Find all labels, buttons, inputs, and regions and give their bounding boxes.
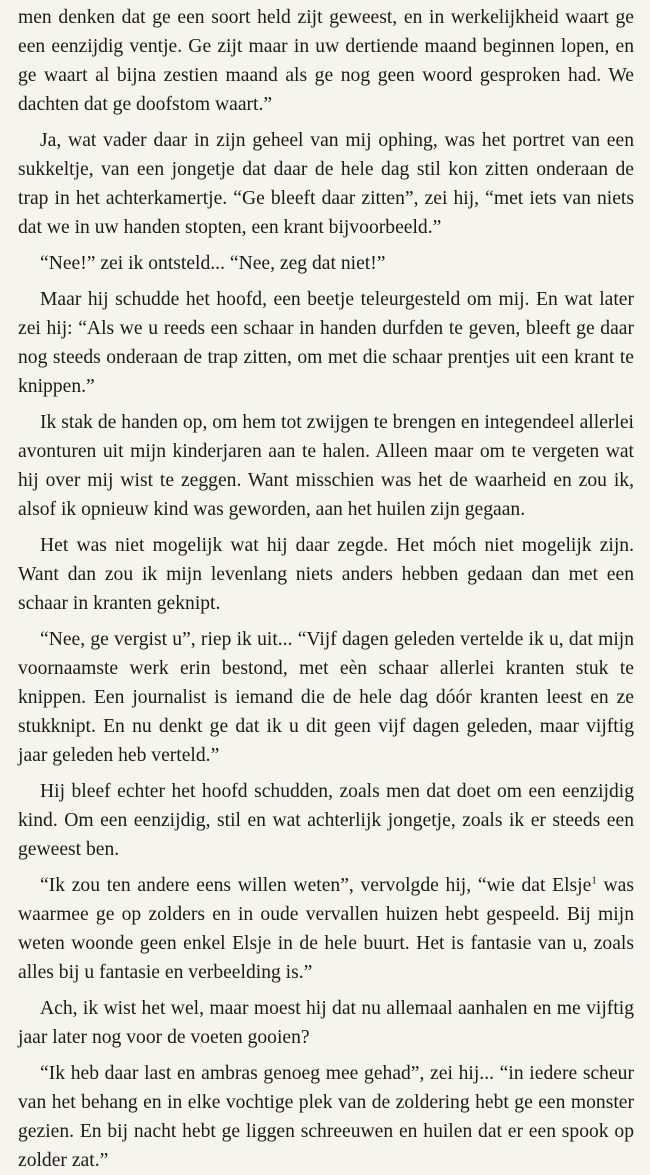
paragraph-10: Ach, ik wist het wel, maar moest hij dat nu allemaal aanhalen en me vijftig jaar later nog voor de voeten gooien? [18,998,634,1048]
paragraph-1: men denken dat ge een soort held zijt geweest, en in werkelijkheid waart ge een eenzijdig ventje. Ge zijt maar in uw dertiende maand beginnen lopen, en ge waart al bijna zestien maand als ge nog geen woord gesproken had. We dachten dat ge doofstom waart.” [18,7,634,115]
paragraph-11: “Ik heb daar last en ambras genoeg mee gehad”, zei hij... “in iedere scheur van het behang en in elke vochtige plek van de zoldering hebt ge een monster gezien. En bij nacht hebt ge liggen schreeuwen en huilen dat er een spook op zolder zat.” [18,1063,634,1171]
paragraph-elsje-after: was waarmee ge op zolders en in oude vervallen huizen hebt gespeeld. Bij mijn weten woonde geen enkel Elsje in de hele buurt. Het is fantasie van u, zoals alles bij u fantasie en verbeelding is.” [18,875,634,983]
paragraph-4: Maar hij schudde het hoofd, een beetje teleurgesteld om mij. En wat later zei hij: “Als we u reeds een schaar in handen durfden te geven, bleeft ge daar nog steeds onderaan de trap zitten, om met die schaar prentjes uit een krant te knippen.” [18,289,634,397]
paragraph-elsje-before: “Ik zou ten andere eens willen weten”, vervolgde hij, “wie dat Elsje [40,875,592,896]
paragraph-elsje [18,871,634,987]
footnote-reference[interactable]: 1 [591,874,597,887]
paragraph-6: Het was niet mogelijk wat hij daar zegde. Het móch niet mogelijk zijn. Want dan zou ik mijn levenlang niets anders hebben gedaan dan met een schaar in kranten geknipt. [18,535,634,614]
paragraph-8: Hij bleef echter het hoofd schudden, zoals men dat doet om een eenzijdig kind. Om een eenzijdig, stil en wat achterlijk jongetje, zoals ik er steeds een geweest ben. [18,781,634,860]
paragraph-7: “Nee, ge vergist u”, riep ik uit... “Vijf dagen geleden vertelde ik u, dat mijn voornaamste werk erin bestond, met eèn schaar allerlei kranten stuk te knippen. Een journalist is iemand die de hele dag dóór kranten leest en ze stukknipt. En nu denkt ge dat ik u dit geen vijf dagen geleden, maar vijftig jaar geleden heb verteld.” [18,629,634,766]
paragraph-3: “Nee!” zei ik ontsteld... “Nee, zeg dat niet!” [40,253,386,274]
paragraph-2: Ja, wat vader daar in zijn geheel van mij ophing, was het portret van een sukkeltje, van een jongetje dat daar de hele dag stil kon zitten onderaan de trap in het achterkamertje. “Ge bleeft daar zitten”, zei hij, “met iets van niets dat we in uw handen stopten, een krant bijvoorbeeld.” [18,130,634,238]
paragraph-5: Ik stak de handen op, om hem tot zwijgen te brengen en integendeel allerlei avonturen uit mijn kinderjaren aan te halen. Alleen maar om te vergeten wat hij over mij wist te zeggen. Want misschien was het de waarheid en zou ik, alsof ik opnieuw kind was geworden, aan het huilen zijn gegaan. [18,412,634,520]
